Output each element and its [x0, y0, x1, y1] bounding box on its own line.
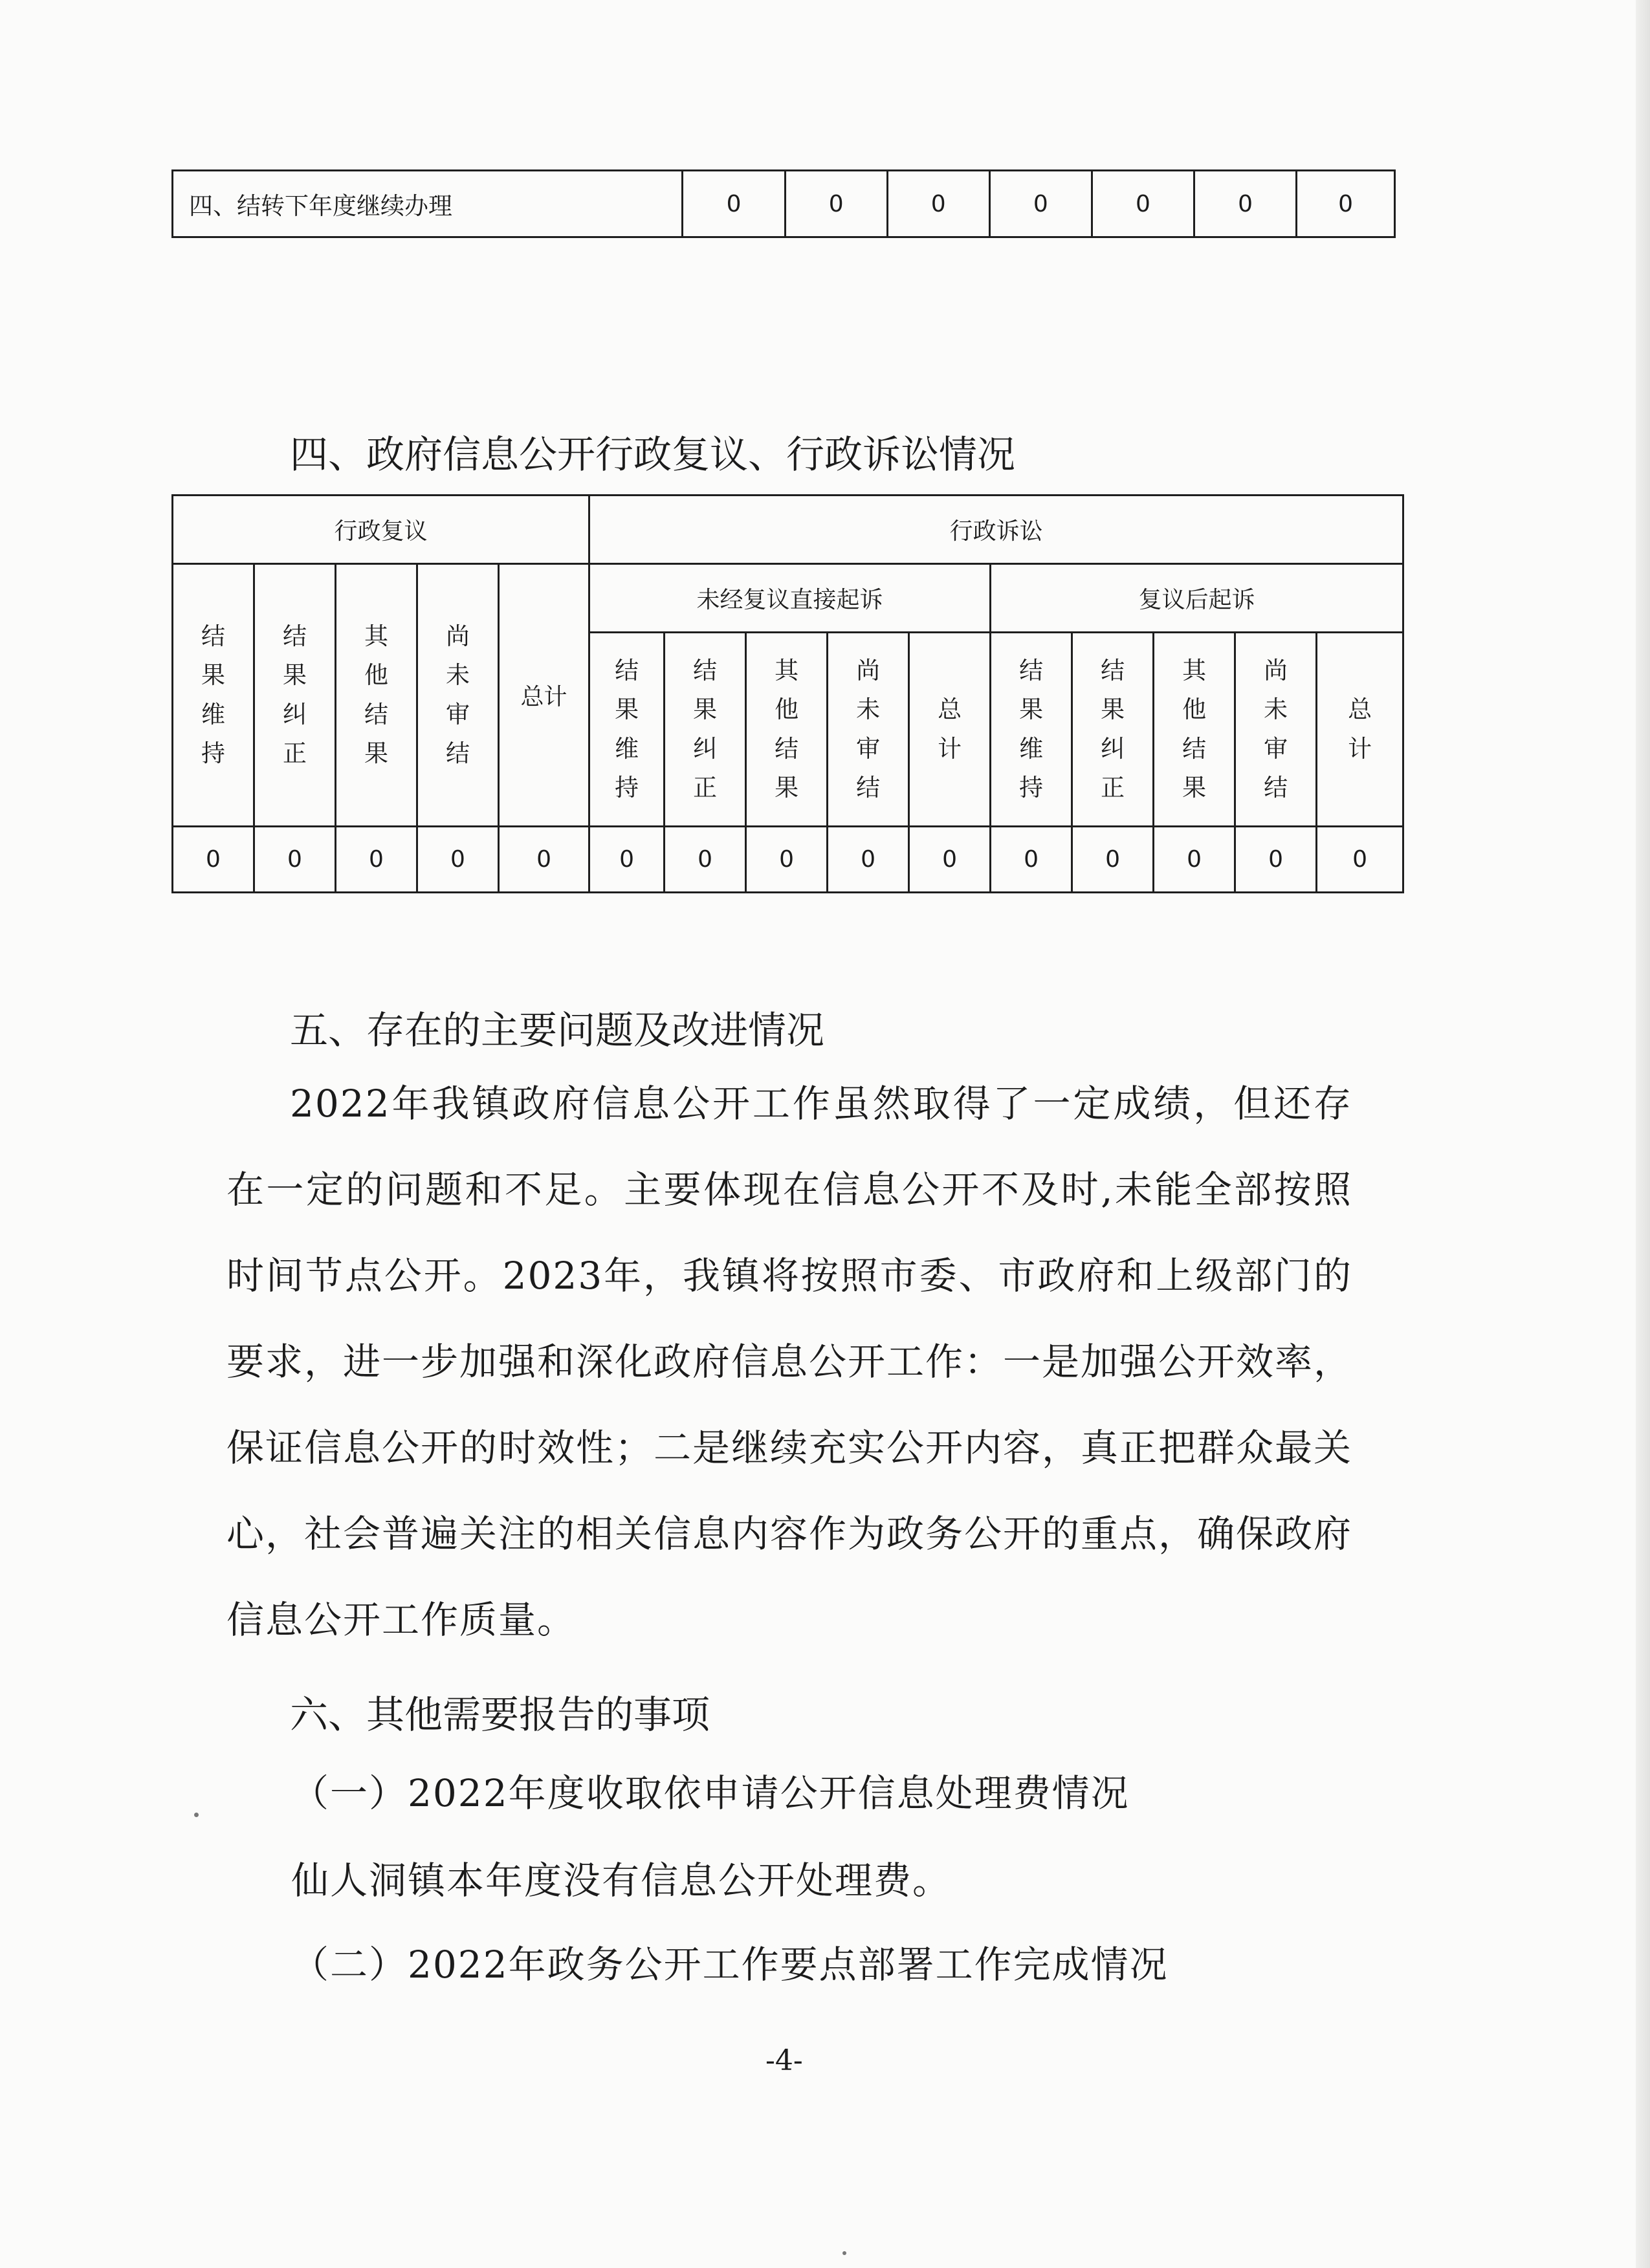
group-header-review: 行政复议 — [173, 496, 589, 564]
value-cell: 0 — [746, 827, 828, 893]
col-other: 其他结果 — [336, 564, 417, 827]
carry-over-cell: 0 — [989, 171, 1092, 237]
value-cell: 0 — [336, 827, 417, 893]
carry-over-cell: 0 — [1092, 171, 1194, 237]
review-litigation-table — [171, 494, 1404, 893]
section-6-sub2-title: （二）2022年政务公开工作要点部署工作完成情况 — [291, 1943, 1169, 1987]
group-header-litigation: 行政诉讼 — [589, 496, 1403, 564]
section-6-title: 六、其他需要报告的事项 — [290, 1692, 710, 1737]
col-upheld: 结果维持 — [173, 564, 254, 827]
carry-over-cell: 0 — [1194, 171, 1297, 237]
section-6-sub1-title: （一）2022年度收取依申请公开信息处理费情况 — [291, 1771, 1130, 1815]
section-6-sub1-body: 仙人洞镇本年度没有信息公开处理费。 — [291, 1859, 952, 1903]
value-cell: 0 — [499, 827, 589, 893]
section-5-body: 2022年我镇政府信息公开工作虽然取得了一定成绩，但还存在一定的问题和不足。主要体现在信息公开不及时,未能全部按照时间节点公开。2023年，我镇将按照市委、市政府和上级部门的要求，进一步加强和深化政府信息公开工作：一是加强公开效率，保证信息公开的时效性；二是继续充实公开内容，真正把群众最关心，社会普遍关注的相关信息内容作为政务公开的重点，确保政府信息公开工作质量。 — [226, 1082, 1353, 1642]
col-total: 总计 — [499, 564, 589, 827]
value-cell: 0 — [417, 827, 499, 893]
page-number: -4- — [765, 2044, 803, 2077]
carry-over-cell: 0 — [887, 171, 989, 237]
value-cell: 0 — [1072, 827, 1154, 893]
col-pending: 尚未审结 — [1235, 633, 1317, 827]
col-other: 其他结果 — [746, 633, 828, 827]
value-cell: 0 — [1317, 827, 1403, 893]
value-cell: 0 — [254, 827, 336, 893]
col-pending: 尚未审结 — [828, 633, 909, 827]
value-cell: 0 — [828, 827, 909, 893]
value-cell: 0 — [991, 827, 1072, 893]
value-cell: 0 — [589, 827, 665, 893]
carry-over-cell: 0 — [1297, 171, 1395, 237]
col-upheld: 结果维持 — [991, 633, 1072, 827]
value-cell: 0 — [909, 827, 991, 893]
carry-over-label: 四、结转下年度继续办理 — [173, 171, 683, 237]
value-cell: 0 — [1154, 827, 1235, 893]
carry-over-row-table — [171, 169, 1396, 238]
col-corrected: 结果纠正 — [665, 633, 746, 827]
value-cell: 0 — [1235, 827, 1317, 893]
section-5-title: 五、存在的主要问题及改进情况 — [290, 1008, 825, 1052]
scan-speck — [194, 1813, 199, 1817]
scan-speck — [842, 2251, 846, 2255]
col-total: 总计 — [1317, 633, 1403, 827]
col-corrected: 结果纠正 — [1072, 633, 1154, 827]
col-total: 总计 — [909, 633, 991, 827]
carry-over-cell: 0 — [683, 171, 785, 237]
col-upheld: 结果维持 — [589, 633, 665, 827]
col-pending: 尚未审结 — [417, 564, 499, 827]
section-4-title: 四、政府信息公开行政复议、行政诉讼情况 — [290, 432, 1016, 477]
page-edge — [1636, 0, 1650, 2268]
carry-over-cell: 0 — [785, 171, 887, 237]
value-cell: 0 — [173, 827, 254, 893]
value-cell: 0 — [665, 827, 746, 893]
sub-header-after-review: 复议后起诉 — [991, 564, 1403, 633]
col-corrected: 结果纠正 — [254, 564, 336, 827]
col-other: 其他结果 — [1154, 633, 1235, 827]
sub-header-direct: 未经复议直接起诉 — [589, 564, 991, 633]
